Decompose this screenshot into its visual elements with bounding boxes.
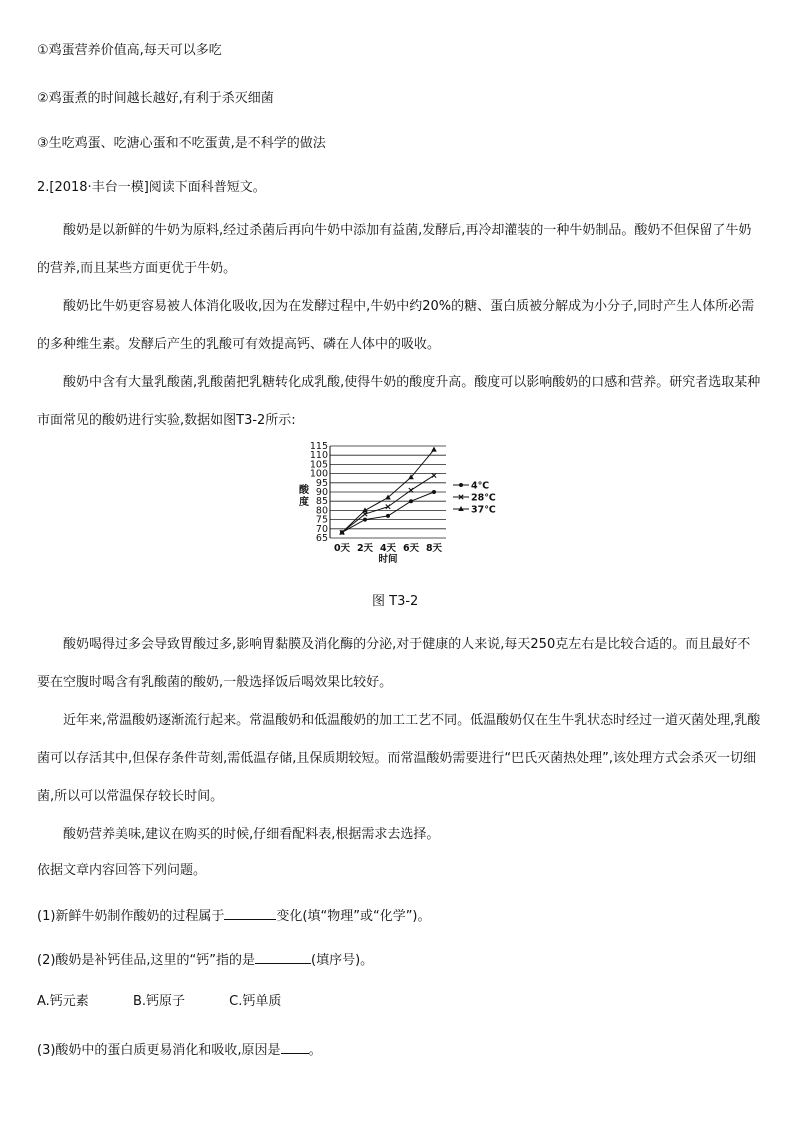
paragraph-1: 酸奶是以新鲜的牛奶为原料,经过杀菌后再向牛奶中添加有益菌,发酵后,再冷却灌装的一种牛奶制品。酸奶不但保留了牛奶的营养,而且某些方面更优于牛奶。	[37, 223, 752, 276]
x-tick-label: 4天	[379, 543, 397, 554]
question-header: 2.[2018·丰台一模]阅读下面科普短文。	[37, 180, 266, 195]
y-axis-title: 度	[299, 497, 309, 508]
intro-option-2: ②鸡蛋煮的时间越长越好,有利于杀灭细菌	[37, 91, 274, 106]
legend-label: 37℃	[471, 504, 496, 516]
intro-option-3: ③生吃鸡蛋、吃溏心蛋和不吃蛋黄,是不科学的做法	[37, 136, 326, 151]
figure-caption: 图 T3-2	[372, 594, 419, 609]
question-2-options	[37, 994, 281, 1010]
x-tick-label: 6天	[402, 543, 420, 554]
question-1	[37, 906, 431, 925]
y-tick-label: 70	[315, 523, 328, 535]
y-tick-label: 90	[315, 487, 328, 498]
question-3-tail: 。	[308, 1043, 322, 1058]
paragraph-3: 酸奶中含有大量乳酸菌,乳酸菌把乳糖转化成乳酸,使得牛奶的酸度升高。酸度可以影响酸奶的口感和营养。研究者选取某种市面常见的酸奶进行实验,数据如图T3-2所示:	[37, 375, 761, 428]
series-line	[342, 450, 434, 533]
paragraph-5: 近年来,常温酸奶逐渐流行起来。常温酸奶和低温酸奶的加工工艺不同。低温酸奶仅在生牛乳状态时经过一道灭菌处理,乳酸菌可以存活其中,但保存条件苛刻,需低温存储,且保质期较短。而常温酸奶需要进行“巴氏灭菌热处理”,该处理方式会杀灭一切细菌,所以可以常温保存较长时间。	[37, 713, 761, 804]
data-point	[431, 447, 437, 452]
option-b: B.钙原子	[132, 994, 186, 1009]
answer-blank-2[interactable]	[255, 950, 311, 964]
y-tick-label: 85	[315, 496, 328, 508]
legend-label: 28℃	[471, 492, 496, 504]
data-point	[432, 490, 436, 494]
answer-blank-1[interactable]	[224, 906, 276, 920]
question-2	[37, 950, 373, 969]
y-tick-label: 95	[315, 477, 328, 489]
question-1-text: (1)新鲜牛奶制作酸奶的过程属于	[37, 909, 225, 924]
y-axis-title: 酸	[299, 485, 309, 496]
data-point	[362, 507, 368, 512]
paragraph-4: 酸奶喝得过多会导致胃酸过多,影响胃黏膜及消化酶的分泌,对于健康的人来说,每天250克左右是比较合适的。而且最好不要在空腹时喝含有乳酸菌的酸奶,一般选择饭后喝效果比较好。	[37, 637, 751, 690]
answer-blank-3[interactable]	[281, 1040, 309, 1054]
y-tick-label: 80	[315, 505, 328, 517]
x-tick-label: 8天	[425, 543, 443, 554]
legend-label: 4℃	[471, 480, 490, 492]
x-tick-label: 2天	[356, 543, 374, 554]
y-tick-label: 115	[309, 442, 328, 452]
task-intro: 依据文章内容回答下列问题。	[37, 863, 207, 878]
intro-option-1: ①鸡蛋营养价值高,每天可以多吃	[37, 43, 222, 58]
paragraph-2: 酸奶比牛奶更容易被人体消化吸收,因为在发酵过程中,牛奶中约20%的糖、蛋白质被分解成为小分子,同时产生人体所必需的多种维生素。发酵后产生的乳酸可有效提高钙、磷在人体中的吸收。	[37, 299, 755, 352]
y-tick-label: 75	[315, 514, 328, 526]
x-tick-label: 0天	[333, 543, 351, 554]
x-axis-title: 时间	[378, 554, 398, 565]
option-c: C.钙单质	[229, 994, 282, 1009]
option-a: A.钙元素	[37, 994, 89, 1009]
legend-marker	[459, 483, 463, 487]
question-3	[37, 1040, 322, 1059]
data-point	[386, 514, 390, 518]
paragraph-6: 酸奶营养美味,建议在购买的时候,仔细看配料表,根据需求去选择。	[63, 827, 440, 842]
question-1-tail: 变化(填“物理”或“化学”)。	[276, 909, 431, 924]
y-tick-label: 65	[315, 533, 328, 544]
data-point	[363, 518, 367, 522]
acidity-line-chart	[286, 442, 516, 567]
data-point	[409, 499, 413, 503]
y-tick-label: 100	[309, 468, 328, 480]
y-tick-label: 110	[309, 450, 328, 462]
y-tick-label: 105	[309, 459, 328, 471]
question-3-text: (3)酸奶中的蛋白质更易消化和吸收,原因是	[37, 1043, 281, 1058]
question-2-tail: (填序号)。	[311, 953, 374, 968]
series-line	[342, 475, 434, 532]
question-2-text: (2)酸奶是补钙佳品,这里的“钙”指的是	[37, 953, 256, 968]
